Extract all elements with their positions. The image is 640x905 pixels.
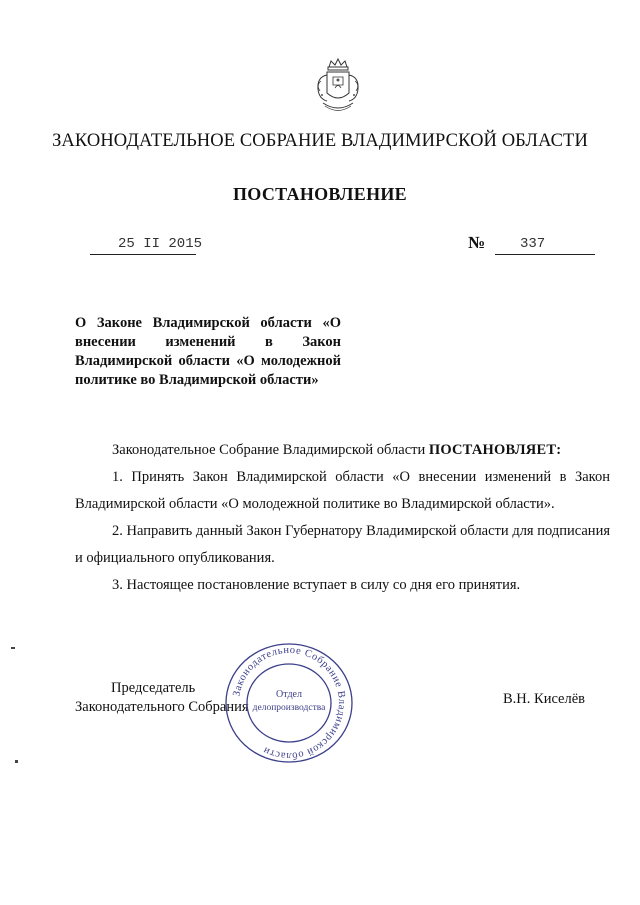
- item-number: 1.: [112, 469, 123, 485]
- document-date: 25 II 2015: [118, 236, 203, 252]
- official-stamp: [222, 641, 356, 765]
- document-number: 337: [520, 236, 546, 252]
- number-label: №: [468, 233, 486, 252]
- signatory-name: В.Н. Киселёв: [503, 691, 586, 707]
- item-number: 3.: [112, 577, 123, 593]
- list-item: [75, 572, 610, 599]
- organization-title: ЗАКОНОДАТЕЛЬНОЕ СОБРАНИЕ ВЛАДИМИРСКОЙ ОБЛАСТИ: [52, 131, 588, 151]
- intro-text: Законодательное Собрание Владимирской области: [112, 442, 429, 458]
- item-text: Направить данный Закон Губернатору Владимирской области для подписания и официального опубликования.: [75, 523, 610, 566]
- scan-speck: [15, 760, 18, 763]
- list-item: [75, 518, 610, 572]
- intro-emphasis: ПОСТАНОВЛЯЕТ:: [428, 442, 562, 458]
- coat-of-arms-icon: [313, 55, 363, 115]
- document-type-heading: ПОСТАНОВЛЕНИЕ: [233, 184, 407, 204]
- item-number: 2.: [112, 523, 123, 539]
- list-item: [75, 464, 610, 518]
- scan-speck: [11, 647, 15, 649]
- signatory-title-line1: Председатель: [111, 680, 196, 696]
- signatory-title-line2: Законодательного Собрания: [75, 699, 249, 715]
- stamp-center-line2: делопроизводства: [252, 703, 326, 713]
- document-subject: О Законе Владимирской области «О внесении изменений в Закон Владимирской области «О молодежной политике во Владимирской области»: [75, 315, 341, 388]
- item-text: Настоящее постановление вступает в силу со дня его принятия.: [126, 577, 521, 593]
- stamp-ring-text: Законодательное Собрание Владимирской области: [231, 644, 348, 762]
- item-text: Принять Закон Владимирской области «О внесении изменений в Закон Владимирской области «О молодежной политике во Владимирской области».: [75, 469, 610, 512]
- body-intro: [75, 437, 610, 464]
- stamp-center-line1: Отдел: [276, 689, 302, 700]
- document-body: [75, 437, 610, 599]
